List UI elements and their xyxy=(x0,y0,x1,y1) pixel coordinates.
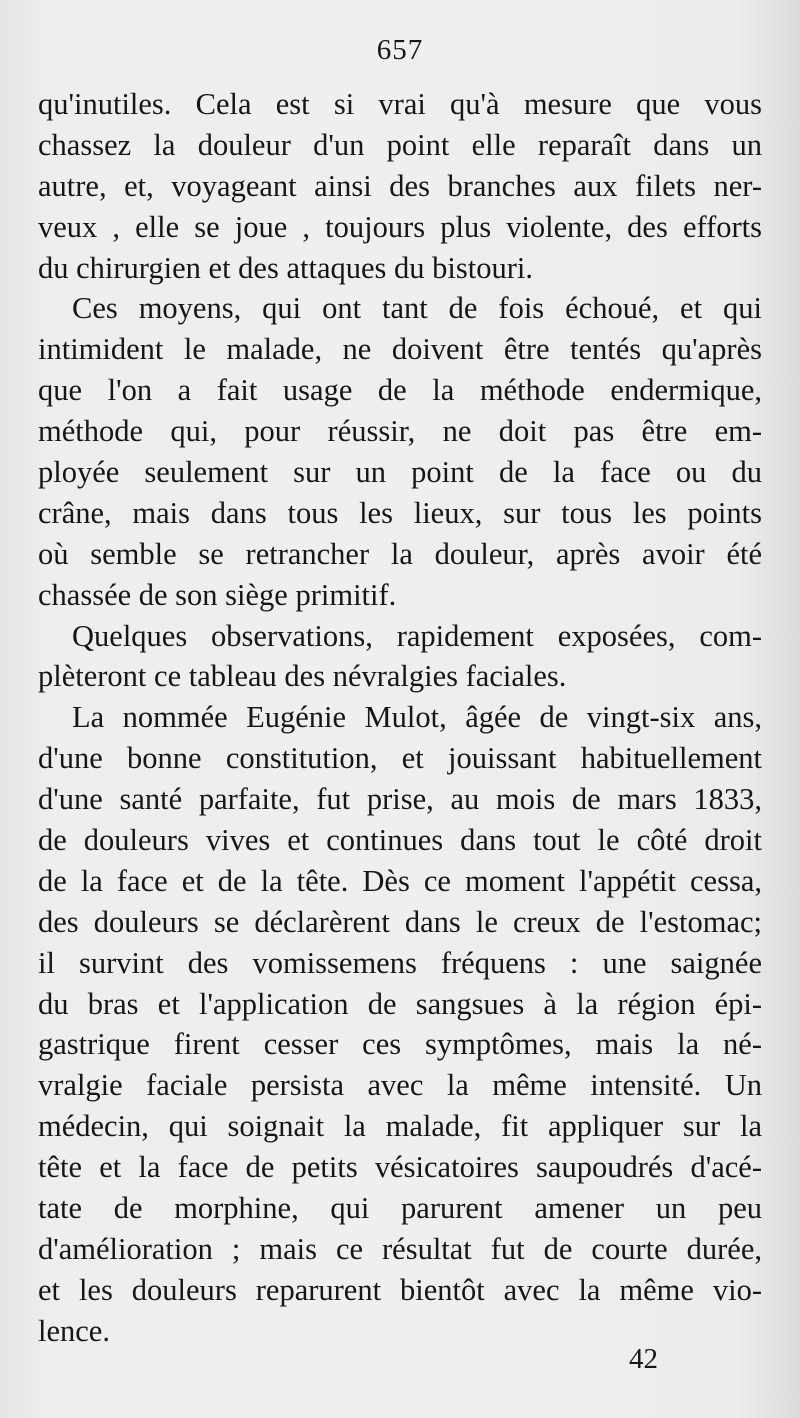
text-line: méthode qui, pour réussir, ne doit pas être em- xyxy=(38,414,762,449)
text-line: du bras et l'application de sangsues à la région épi- xyxy=(38,986,762,1021)
text-line: autre, et, voyageant ainsi des branches aux filets ner- xyxy=(38,168,762,203)
text-line: tête et la face de petits vésicatoires saupoudrés d'acé- xyxy=(38,1150,762,1185)
text-line: qu'inutiles. Cela est si vrai qu'à mesure que vous xyxy=(38,87,762,121)
text-line: médecin, qui soignait la malade, fit appliquer sur la xyxy=(38,1109,762,1144)
page-number: 657 xyxy=(376,34,424,66)
text-line: de la face et de la tête. Dès ce moment l'appétit cessa, xyxy=(38,863,762,898)
text-line: gastrique firent cesser ces symptômes, mais la né- xyxy=(38,1027,762,1062)
text-line: d'une bonne constitution, et jouissant habituellement xyxy=(38,741,762,776)
text-line: chassée de son siège primitif. xyxy=(38,577,397,612)
text-line: et les douleurs reparurent bientôt avec la même vio- xyxy=(38,1272,762,1307)
text-line: veux , elle se joue , toujours plus violente, des efforts xyxy=(38,209,762,244)
text-line: La nommée Eugénie Mulot, âgée de vingt-six ans, xyxy=(72,700,762,735)
text-line: tate de morphine, qui parurent amener un peu xyxy=(38,1191,762,1226)
text-line: vralgie faciale persista avec la même intensité. Un xyxy=(38,1068,762,1103)
text-line: il survint des vomissemens fréquens : une saignée xyxy=(38,945,762,980)
signature-mark: 42 xyxy=(629,1343,658,1375)
text-line: lence. xyxy=(38,1313,110,1348)
text-line: Ces moyens, qui ont tant de fois échoué, et qui xyxy=(72,291,762,326)
body-text xyxy=(38,84,762,1352)
text-line: de douleurs vives et continues dans tout le côté droit xyxy=(38,823,762,858)
text-line: chassez la douleur d'un point elle reparaît dans un xyxy=(38,127,762,162)
text-line: intimident le malade, ne doivent être tentés qu'après xyxy=(38,332,762,367)
text-line: crâne, mais dans tous les lieux, sur tous les points xyxy=(38,495,762,530)
text-line: du chirurgien et des attaques du bistouri. xyxy=(38,250,533,285)
text-line: des douleurs se déclarèrent dans le creux de l'estomac; xyxy=(38,904,762,939)
text-line: d'une santé parfaite, fut prise, au mois de mars 1833, xyxy=(38,782,762,817)
text-line: d'amélioration ; mais ce résultat fut de courte durée, xyxy=(38,1231,762,1266)
text-line: plèteront ce tableau des névralgies faciales. xyxy=(38,659,567,694)
text-line: Quelques observations, rapidement exposées, com- xyxy=(72,618,762,653)
text-line: où semble se retrancher la douleur, après avoir été xyxy=(38,536,762,571)
text-line: ployée seulement sur un point de la face ou du xyxy=(38,455,762,490)
text-line: que l'on a fait usage de la méthode endermique, xyxy=(38,373,762,408)
